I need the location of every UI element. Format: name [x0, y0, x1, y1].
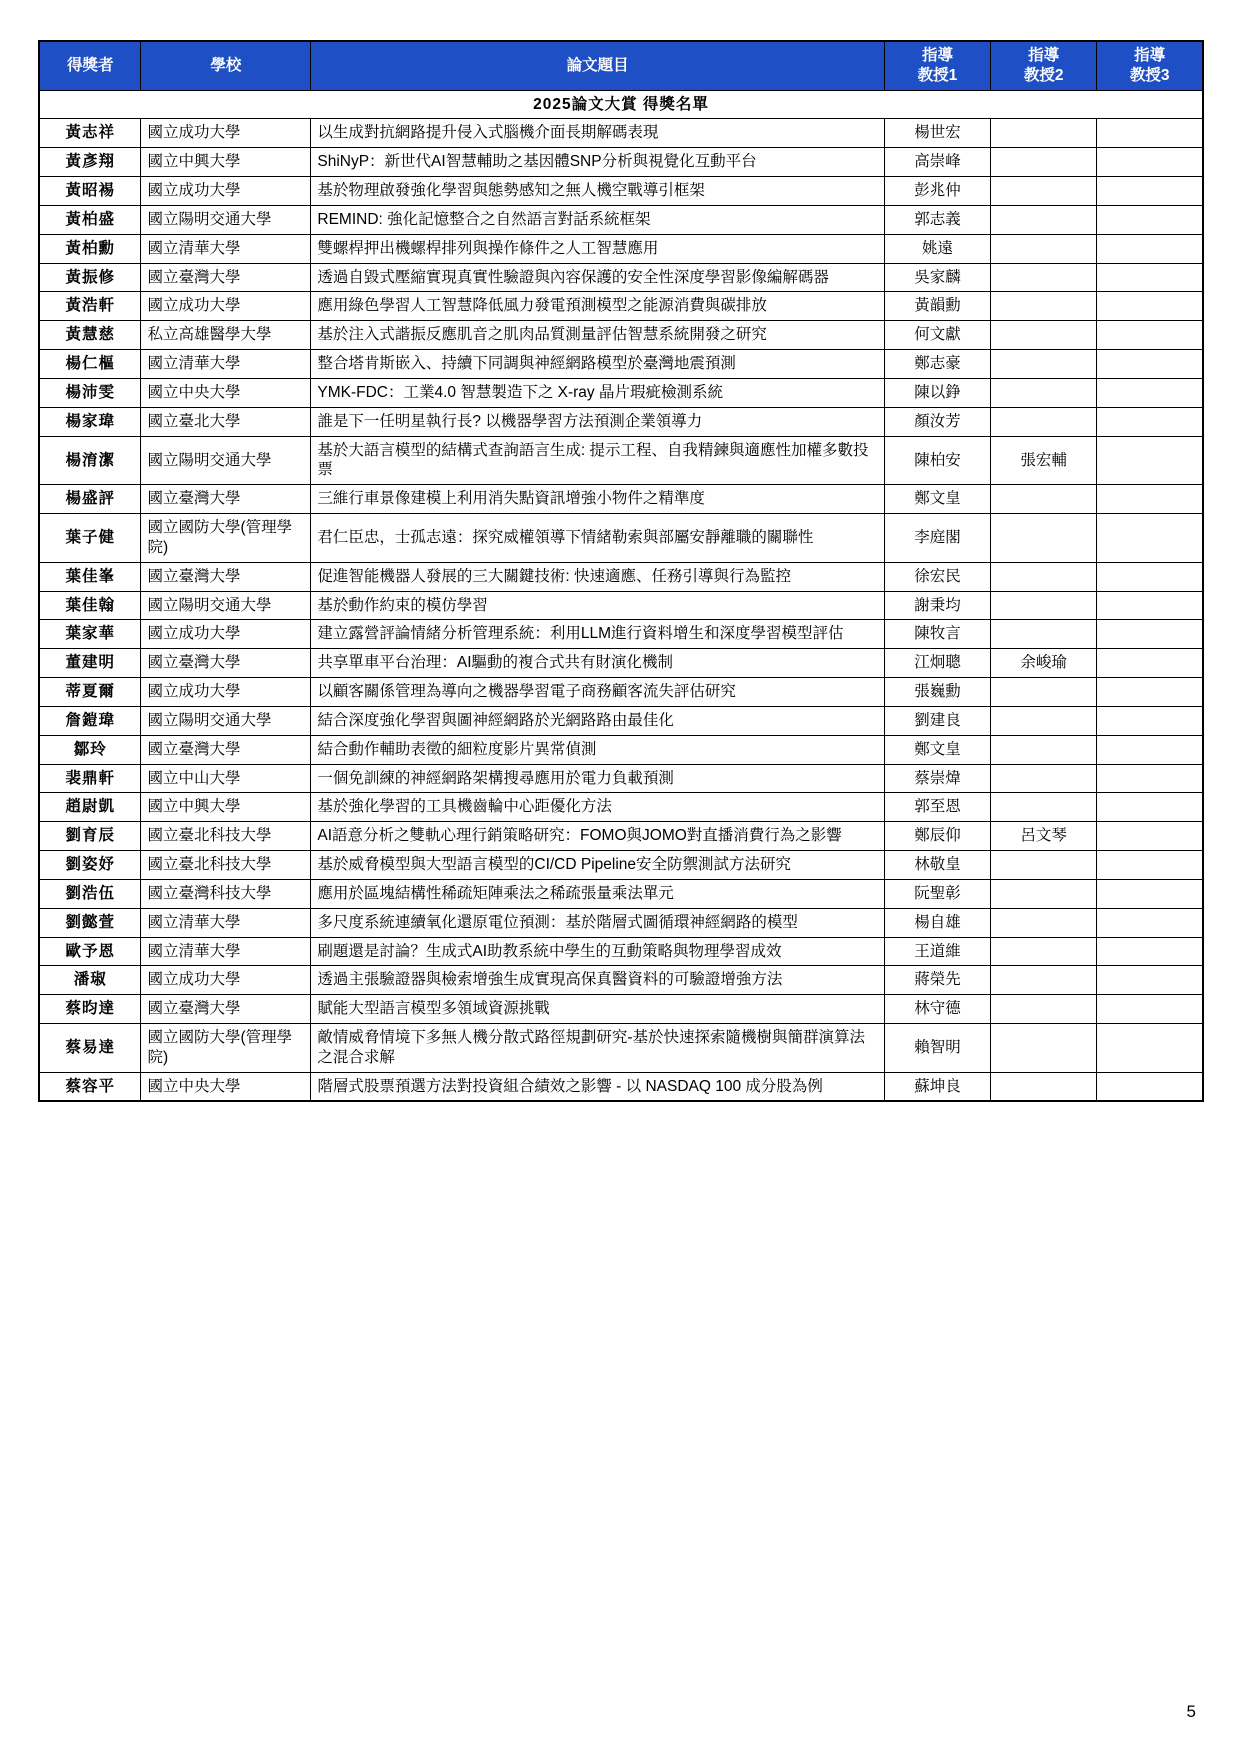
cell-advisor-2 [991, 263, 1097, 292]
cell-advisor-1: 阮聖彰 [884, 879, 990, 908]
cell-school: 國立臺灣大學 [141, 485, 311, 514]
column-header-advisor-3-line1: 指導 [1134, 47, 1166, 64]
table-row [39, 879, 1203, 908]
cell-advisor-3 [1097, 119, 1203, 148]
cell-school: 國立中山大學 [141, 764, 311, 793]
cell-advisor-2 [991, 706, 1097, 735]
cell-advisor-3 [1097, 292, 1203, 321]
cell-advisor-2 [991, 119, 1097, 148]
cell-advisor-1: 蘇坤良 [884, 1072, 990, 1101]
table-row [39, 378, 1203, 407]
cell-advisor-3 [1097, 851, 1203, 880]
cell-advisor-1: 謝秉均 [884, 591, 990, 620]
table-row [39, 822, 1203, 851]
cell-advisor-3 [1097, 1072, 1203, 1101]
table-row [39, 234, 1203, 263]
cell-advisor-2 [991, 350, 1097, 379]
cell-advisor-3 [1097, 378, 1203, 407]
cell-thesis-title: 促進智能機器人發展的三大關鍵技術: 快速適應、任務引導與行為監控 [311, 562, 885, 591]
table-row [39, 407, 1203, 436]
cell-advisor-3 [1097, 205, 1203, 234]
cell-winner: 黃志祥 [39, 119, 141, 148]
table-row [39, 764, 1203, 793]
table-row [39, 119, 1203, 148]
cell-school: 國立臺北科技大學 [141, 851, 311, 880]
cell-school: 國立清華大學 [141, 234, 311, 263]
cell-thesis-title: 整合塔肯斯嵌入、持續下同調與神經網路模型於臺灣地震預測 [311, 350, 885, 379]
cell-school: 國立陽明交通大學 [141, 436, 311, 485]
document-title-row [39, 90, 1203, 119]
cell-advisor-2: 張宏輔 [991, 436, 1097, 485]
cell-advisor-3 [1097, 350, 1203, 379]
cell-school: 國立臺北科技大學 [141, 822, 311, 851]
cell-school: 國立陽明交通大學 [141, 591, 311, 620]
cell-advisor-2 [991, 995, 1097, 1024]
cell-advisor-2 [991, 292, 1097, 321]
cell-school: 國立國防大學(管理學院) [141, 1023, 311, 1072]
table-row [39, 649, 1203, 678]
cell-thesis-title: 透過自毀式壓縮實現真實性驗證與內容保護的安全性深度學習影像編解碼器 [311, 263, 885, 292]
table-row [39, 966, 1203, 995]
cell-thesis-title: 基於強化學習的工具機齒輪中心距優化方法 [311, 793, 885, 822]
cell-advisor-2 [991, 678, 1097, 707]
cell-thesis-title: ShiNyP：新世代AI智慧輔助之基因體SNP分析與視覺化互動平台 [311, 148, 885, 177]
cell-advisor-2 [991, 851, 1097, 880]
cell-school: 國立國防大學(管理學院) [141, 514, 311, 563]
column-header-thesis-title [311, 41, 885, 90]
cell-advisor-2 [991, 937, 1097, 966]
cell-winner: 潘琡 [39, 966, 141, 995]
cell-winner: 黃彥翔 [39, 148, 141, 177]
cell-winner: 葉佳峯 [39, 562, 141, 591]
cell-advisor-2 [991, 177, 1097, 206]
cell-winner: 裴鼎軒 [39, 764, 141, 793]
cell-advisor-1: 陳柏安 [884, 436, 990, 485]
cell-thesis-title: 一個免訓練的神經網路架構搜尋應用於電力負載預測 [311, 764, 885, 793]
cell-advisor-1: 張巍勳 [884, 678, 990, 707]
column-header-advisor-1-line1: 指導 [921, 47, 953, 64]
cell-winner: 蔡易達 [39, 1023, 141, 1072]
cell-thesis-title: 敵情威脅情境下多無人機分散式路徑規劃研究-基於快速探索隨機樹與簡群演算法之混合求解 [311, 1023, 885, 1072]
cell-advisor-2 [991, 485, 1097, 514]
cell-advisor-1: 顏汝芳 [884, 407, 990, 436]
cell-school: 國立臺灣大學 [141, 649, 311, 678]
cell-thesis-title: 以生成對抗網路提升侵入式腦機介面長期解碼表現 [311, 119, 885, 148]
cell-winner: 蒂夏爾 [39, 678, 141, 707]
column-header-school [141, 41, 311, 90]
cell-advisor-2 [991, 205, 1097, 234]
cell-advisor-1: 郭至恩 [884, 793, 990, 822]
table-body [39, 119, 1203, 1101]
cell-winner: 蔡昀達 [39, 995, 141, 1024]
cell-thesis-title: 以顧客關係管理為導向之機器學習電子商務顧客流失評估研究 [311, 678, 885, 707]
cell-advisor-2 [991, 378, 1097, 407]
cell-advisor-3 [1097, 407, 1203, 436]
cell-advisor-2 [991, 562, 1097, 591]
cell-school: 國立清華大學 [141, 937, 311, 966]
column-header-thesis-title-label: 論文題目 [566, 56, 629, 74]
cell-advisor-3 [1097, 148, 1203, 177]
cell-winner: 楊沛雯 [39, 378, 141, 407]
cell-advisor-1: 楊自雄 [884, 908, 990, 937]
cell-school: 私立高雄醫學大學 [141, 321, 311, 350]
cell-school: 國立成功大學 [141, 119, 311, 148]
cell-advisor-3 [1097, 995, 1203, 1024]
cell-thesis-title: 階層式股票預選方法對投資組合績效之影響 - 以 NASDAQ 100 成分股為例 [311, 1072, 885, 1101]
cell-advisor-1: 陳牧言 [884, 620, 990, 649]
cell-thesis-title: 結合深度強化學習與圖神經網路於光網路路由最佳化 [311, 706, 885, 735]
cell-thesis-title: 共享單車平台治理：AI驅動的複合式共有財演化機制 [311, 649, 885, 678]
cell-advisor-2 [991, 793, 1097, 822]
cell-winner: 歐予恩 [39, 937, 141, 966]
table-row [39, 514, 1203, 563]
cell-thesis-title: 君仁臣忠，士孤志遠：探究威權領導下情緒勒索與部屬安靜離職的關聯性 [311, 514, 885, 563]
cell-advisor-1: 高崇峰 [884, 148, 990, 177]
cell-thesis-title: REMIND: 強化記憶整合之自然語言對話系統框架 [311, 205, 885, 234]
cell-advisor-3 [1097, 234, 1203, 263]
cell-advisor-1: 姚遠 [884, 234, 990, 263]
cell-thesis-title: 建立露營評論情緒分析管理系統：利用LLM進行資料增生和深度學習模型評估 [311, 620, 885, 649]
table-row [39, 292, 1203, 321]
column-header-advisor-3 [1097, 41, 1203, 90]
cell-thesis-title: 基於威脅模型與大型語言模型的CI/CD Pipeline安全防禦測試方法研究 [311, 851, 885, 880]
cell-advisor-3 [1097, 966, 1203, 995]
table-row [39, 1072, 1203, 1101]
cell-advisor-1: 劉建良 [884, 706, 990, 735]
cell-thesis-title: AI語意分析之雙軌心理行銷策略研究：FOMO與JOMO對直播消費行為之影響 [311, 822, 885, 851]
cell-school: 國立成功大學 [141, 177, 311, 206]
cell-advisor-1: 鄭文皇 [884, 485, 990, 514]
cell-thesis-title: 賦能大型語言模型多領域資源挑戰 [311, 995, 885, 1024]
cell-advisor-3 [1097, 822, 1203, 851]
cell-advisor-1: 彭兆仲 [884, 177, 990, 206]
cell-advisor-3 [1097, 649, 1203, 678]
cell-advisor-1: 吳家麟 [884, 263, 990, 292]
cell-advisor-3 [1097, 514, 1203, 563]
cell-advisor-2: 余峻瑜 [991, 649, 1097, 678]
cell-advisor-1: 蔡崇煒 [884, 764, 990, 793]
table-row [39, 706, 1203, 735]
column-header-advisor-3-line2: 教授3 [1129, 66, 1170, 84]
cell-advisor-3 [1097, 263, 1203, 292]
table-row [39, 485, 1203, 514]
cell-advisor-3 [1097, 485, 1203, 514]
cell-advisor-3 [1097, 706, 1203, 735]
cell-advisor-1: 林敬皇 [884, 851, 990, 880]
table-row [39, 436, 1203, 485]
table-row [39, 1023, 1203, 1072]
cell-advisor-2 [991, 966, 1097, 995]
cell-advisor-2 [991, 514, 1097, 563]
cell-school: 國立中央大學 [141, 378, 311, 407]
cell-advisor-3 [1097, 908, 1203, 937]
column-header-advisor-2 [991, 41, 1097, 90]
cell-school: 國立成功大學 [141, 966, 311, 995]
cell-advisor-1: 江炯聰 [884, 649, 990, 678]
cell-advisor-1: 李庭閣 [884, 514, 990, 563]
table-row [39, 205, 1203, 234]
cell-advisor-3 [1097, 735, 1203, 764]
cell-school: 國立臺灣大學 [141, 263, 311, 292]
table-row [39, 263, 1203, 292]
table-row [39, 350, 1203, 379]
cell-thesis-title: 雙螺桿押出機螺桿排列與操作條件之人工智慧應用 [311, 234, 885, 263]
cell-advisor-2 [991, 764, 1097, 793]
cell-winner: 黃昭裼 [39, 177, 141, 206]
cell-winner: 劉育辰 [39, 822, 141, 851]
table-row [39, 793, 1203, 822]
cell-winner: 劉姿妤 [39, 851, 141, 880]
table-row [39, 591, 1203, 620]
cell-school: 國立中央大學 [141, 1072, 311, 1101]
table-row [39, 620, 1203, 649]
cell-thesis-title: 結合動作輔助表徵的細粒度影片異常偵測 [311, 735, 885, 764]
cell-advisor-2 [991, 1072, 1097, 1101]
column-header-advisor-1 [884, 41, 990, 90]
cell-advisor-2 [991, 321, 1097, 350]
cell-winner: 趙尉凱 [39, 793, 141, 822]
cell-advisor-1: 何文獻 [884, 321, 990, 350]
cell-winner: 董建明 [39, 649, 141, 678]
cell-thesis-title: 應用綠色學習人工智慧降低風力發電預測模型之能源消費與碳排放 [311, 292, 885, 321]
cell-advisor-1: 鄭文皇 [884, 735, 990, 764]
table-header [39, 41, 1203, 90]
cell-school: 國立成功大學 [141, 620, 311, 649]
cell-school: 國立中興大學 [141, 148, 311, 177]
cell-advisor-2 [991, 1023, 1097, 1072]
cell-advisor-1: 蔣榮先 [884, 966, 990, 995]
cell-thesis-title: 基於動作約束的模仿學習 [311, 591, 885, 620]
cell-winner: 葉子健 [39, 514, 141, 563]
cell-advisor-1: 林守德 [884, 995, 990, 1024]
cell-thesis-title: 應用於區塊結構性稀疏矩陣乘法之稀疏張量乘法單元 [311, 879, 885, 908]
cell-advisor-3 [1097, 321, 1203, 350]
cell-advisor-1: 徐宏民 [884, 562, 990, 591]
cell-thesis-title: 基於物理啟發強化學習與態勢感知之無人機空戰導引框架 [311, 177, 885, 206]
table-row [39, 735, 1203, 764]
table-row [39, 678, 1203, 707]
cell-winner: 黃慧慈 [39, 321, 141, 350]
cell-advisor-2: 呂文琴 [991, 822, 1097, 851]
cell-winner: 劉浩伍 [39, 879, 141, 908]
cell-advisor-3 [1097, 879, 1203, 908]
cell-thesis-title: 多尺度系統連續氧化還原電位預測：基於階層式圖循環神經網路的模型 [311, 908, 885, 937]
column-header-school-label: 學校 [210, 56, 242, 74]
cell-school: 國立臺灣大學 [141, 995, 311, 1024]
cell-school: 國立陽明交通大學 [141, 706, 311, 735]
cell-advisor-3 [1097, 562, 1203, 591]
cell-school: 國立成功大學 [141, 678, 311, 707]
cell-advisor-1: 郭志義 [884, 205, 990, 234]
cell-thesis-title: 三維行車景像建模上利用消失點資訊增強小物件之精準度 [311, 485, 885, 514]
cell-winner: 楊淯潔 [39, 436, 141, 485]
table-row [39, 321, 1203, 350]
cell-advisor-1: 鄭志豪 [884, 350, 990, 379]
table-row [39, 148, 1203, 177]
cell-advisor-1: 陳以錚 [884, 378, 990, 407]
cell-advisor-2 [991, 148, 1097, 177]
table-row [39, 937, 1203, 966]
cell-school: 國立臺灣科技大學 [141, 879, 311, 908]
cell-school: 國立臺灣大學 [141, 562, 311, 591]
table-row [39, 562, 1203, 591]
award-list-table [38, 40, 1204, 1102]
cell-winner: 黃浩軒 [39, 292, 141, 321]
page-number: 5 [1186, 1702, 1196, 1721]
cell-winner: 詹鎧瑋 [39, 706, 141, 735]
table-row [39, 177, 1203, 206]
cell-advisor-2 [991, 620, 1097, 649]
cell-winner: 楊仁樞 [39, 350, 141, 379]
cell-school: 國立清華大學 [141, 350, 311, 379]
cell-school: 國立中興大學 [141, 793, 311, 822]
cell-thesis-title: 刷題還是討論？生成式AI助教系統中學生的互動策略與物理學習成效 [311, 937, 885, 966]
cell-advisor-3 [1097, 937, 1203, 966]
column-header-advisor-2-line1: 指導 [1028, 47, 1060, 64]
cell-school: 國立成功大學 [141, 292, 311, 321]
cell-thesis-title: YMK-FDC：工業4.0 智慧製造下之 X-ray 晶片瑕疵檢測系統 [311, 378, 885, 407]
cell-advisor-2 [991, 908, 1097, 937]
cell-winner: 葉家華 [39, 620, 141, 649]
cell-advisor-3 [1097, 764, 1203, 793]
cell-school: 國立陽明交通大學 [141, 205, 311, 234]
cell-advisor-3 [1097, 793, 1203, 822]
cell-advisor-2 [991, 735, 1097, 764]
cell-advisor-3 [1097, 678, 1203, 707]
cell-advisor-2 [991, 879, 1097, 908]
column-header-advisor-1-line2: 教授1 [917, 66, 958, 84]
cell-thesis-title: 誰是下一任明星執行長? 以機器學習方法預測企業領導力 [311, 407, 885, 436]
cell-thesis-title: 基於大語言模型的結構式查詢語言生成: 提示工程、自我精鍊與適應性加權多數投票 [311, 436, 885, 485]
cell-advisor-1: 賴智明 [884, 1023, 990, 1072]
cell-advisor-3 [1097, 620, 1203, 649]
cell-thesis-title: 透過主張驗證器與檢索增強生成實現高保真醫資料的可驗證增強方法 [311, 966, 885, 995]
cell-advisor-1: 黃韻勳 [884, 292, 990, 321]
cell-advisor-3 [1097, 177, 1203, 206]
cell-advisor-1: 楊世宏 [884, 119, 990, 148]
table-row [39, 851, 1203, 880]
cell-advisor-1: 王道維 [884, 937, 990, 966]
table-row [39, 995, 1203, 1024]
cell-advisor-3 [1097, 1023, 1203, 1072]
cell-winner: 黃柏勳 [39, 234, 141, 263]
cell-thesis-title: 基於注入式諧振反應肌音之肌肉品質測量評估智慧系統開發之研究 [311, 321, 885, 350]
cell-advisor-2 [991, 407, 1097, 436]
cell-winner: 楊家瑋 [39, 407, 141, 436]
cell-school: 國立臺北大學 [141, 407, 311, 436]
page-title: 2025論文大賞 得獎名單 [39, 90, 1203, 119]
column-header-winner-label: 得獎者 [66, 56, 114, 74]
cell-school: 國立臺灣大學 [141, 735, 311, 764]
cell-school: 國立清華大學 [141, 908, 311, 937]
cell-advisor-2 [991, 234, 1097, 263]
table-row [39, 908, 1203, 937]
cell-winner: 葉佳翰 [39, 591, 141, 620]
column-header-winner [39, 41, 141, 90]
cell-advisor-3 [1097, 591, 1203, 620]
cell-advisor-2 [991, 591, 1097, 620]
cell-advisor-3 [1097, 436, 1203, 485]
cell-winner: 劉懿萱 [39, 908, 141, 937]
cell-winner: 蔡容平 [39, 1072, 141, 1101]
cell-winner: 黃柏盛 [39, 205, 141, 234]
cell-winner: 鄒玲 [39, 735, 141, 764]
cell-winner: 楊盛評 [39, 485, 141, 514]
cell-winner: 黃振修 [39, 263, 141, 292]
cell-advisor-1: 鄭辰仰 [884, 822, 990, 851]
column-header-advisor-2-line2: 教授2 [1023, 66, 1064, 84]
